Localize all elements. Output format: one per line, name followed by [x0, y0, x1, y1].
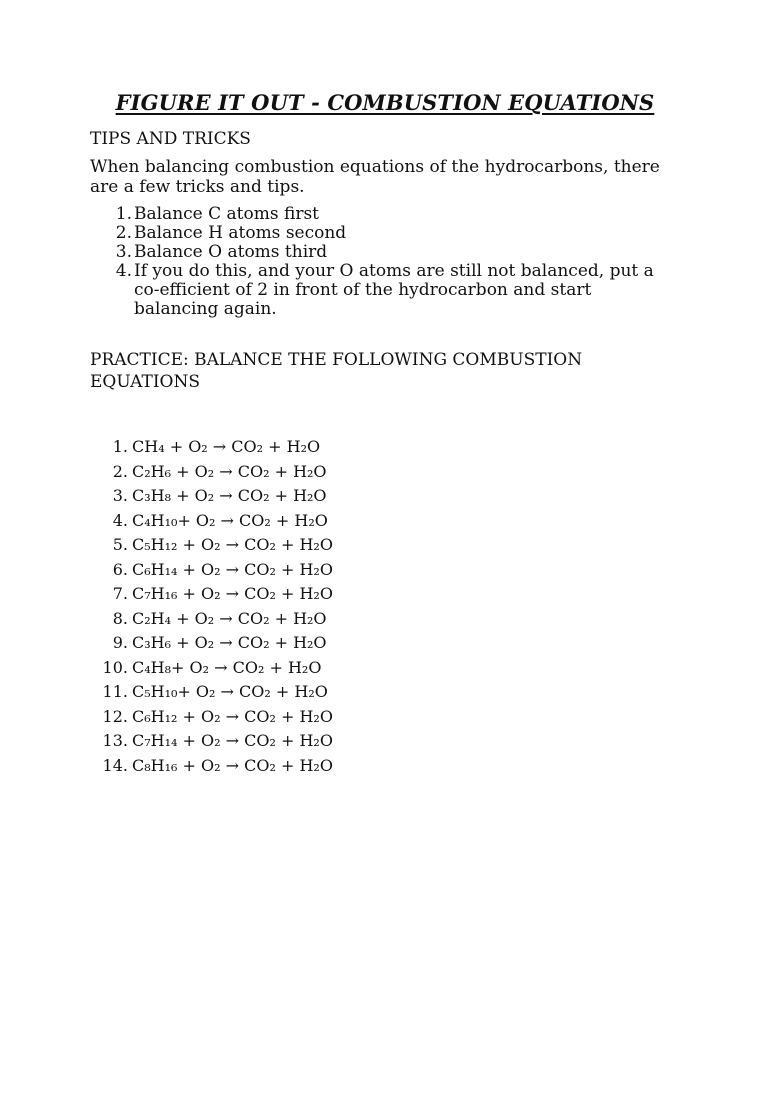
- list-number: 8.: [112, 608, 128, 628]
- list-item: [90, 705, 680, 730]
- list-number: 4.: [115, 261, 132, 281]
- list-number: 1.: [115, 204, 132, 224]
- equation: C₅H₁₀+ O₂ → CO₂ + H₂O: [132, 682, 328, 701]
- list-item: [90, 205, 680, 224]
- list-item: [90, 656, 680, 681]
- list-item: [90, 460, 680, 485]
- list-item: [90, 631, 680, 656]
- equation: C₄H₁₀+ O₂ → CO₂ + H₂O: [132, 510, 328, 530]
- list-item: [90, 509, 680, 534]
- list-number: 4.: [112, 510, 128, 530]
- equation: C₇H₁₄ + O₂ → CO₂ + H₂O: [132, 731, 333, 750]
- list-item: [90, 729, 680, 754]
- list-item: [90, 558, 680, 583]
- equation: C₅H₁₂ + O₂ → CO₂ + H₂O: [132, 535, 333, 554]
- list-item: [90, 680, 680, 705]
- list-item: [90, 262, 680, 319]
- list-item: [90, 484, 680, 509]
- list-number: 6.: [112, 559, 128, 579]
- equation: C₇H₁₆ + O₂ → CO₂ + H₂O: [132, 584, 333, 603]
- intro-paragraph: When balancing combustion equations of the hydrocarbons, there are a few tricks and tips.: [90, 157, 660, 197]
- list-number: 2.: [112, 461, 128, 481]
- tip-text: If you do this, and your O atoms are still not balanced, put a co-efficient of 2 in front of the hydrocarbon and start balancing again.: [134, 261, 654, 319]
- equation: C₃H₈ + O₂ → CO₂ + H₂O: [132, 486, 327, 505]
- list-item: [90, 754, 680, 779]
- list-number: 1.: [112, 437, 128, 456]
- list-number: 3.: [115, 242, 132, 262]
- list-number: 7.: [112, 584, 128, 603]
- list-item: [90, 243, 680, 262]
- equation: C₂H₆ + O₂ → CO₂ + H₂O: [132, 461, 327, 481]
- list-number: 12.: [102, 706, 128, 726]
- tips-list: [90, 205, 680, 319]
- tip-text: Balance H atoms second: [134, 223, 347, 243]
- list-number: 9.: [112, 633, 128, 652]
- equation: C₈H₁₆ + O₂ → CO₂ + H₂O: [132, 755, 333, 775]
- tip-text: Balance C atoms first: [134, 204, 320, 224]
- equation: C₃H₆ + O₂ → CO₂ + H₂O: [132, 633, 327, 652]
- tips-heading: TIPS AND TRICKS: [90, 129, 251, 149]
- worksheet-page: [0, 90, 768, 1114]
- list-number: 3.: [112, 486, 128, 505]
- list-number: 11.: [102, 682, 128, 701]
- list-item: [90, 435, 680, 460]
- list-number: 5.: [112, 535, 128, 554]
- tip-text: Balance O atoms third: [134, 242, 328, 262]
- equation: C₆H₁₄ + O₂ → CO₂ + H₂O: [132, 559, 333, 579]
- list-number: 2.: [115, 223, 132, 243]
- list-number: 14.: [102, 755, 128, 775]
- list-item: [90, 582, 680, 607]
- equation: C₄H₈+ O₂ → CO₂ + H₂O: [132, 657, 322, 677]
- list-item: [90, 224, 680, 243]
- practice-heading: PRACTICE: BALANCE THE FOLLOWING COMBUSTION EQUATIONS: [90, 350, 583, 392]
- equation: C₂H₄ + O₂ → CO₂ + H₂O: [132, 608, 327, 628]
- page-title: FIGURE IT OUT - COMBUSTION EQUATIONS: [115, 90, 655, 115]
- list-item: [90, 533, 680, 558]
- list-item: [90, 607, 680, 632]
- equation: CH₄ + O₂ → CO₂ + H₂O: [132, 437, 321, 456]
- equation: C₆H₁₂ + O₂ → CO₂ + H₂O: [132, 706, 333, 726]
- list-number: 10.: [102, 657, 128, 677]
- equations-list: [90, 435, 680, 778]
- list-number: 13.: [102, 731, 128, 750]
